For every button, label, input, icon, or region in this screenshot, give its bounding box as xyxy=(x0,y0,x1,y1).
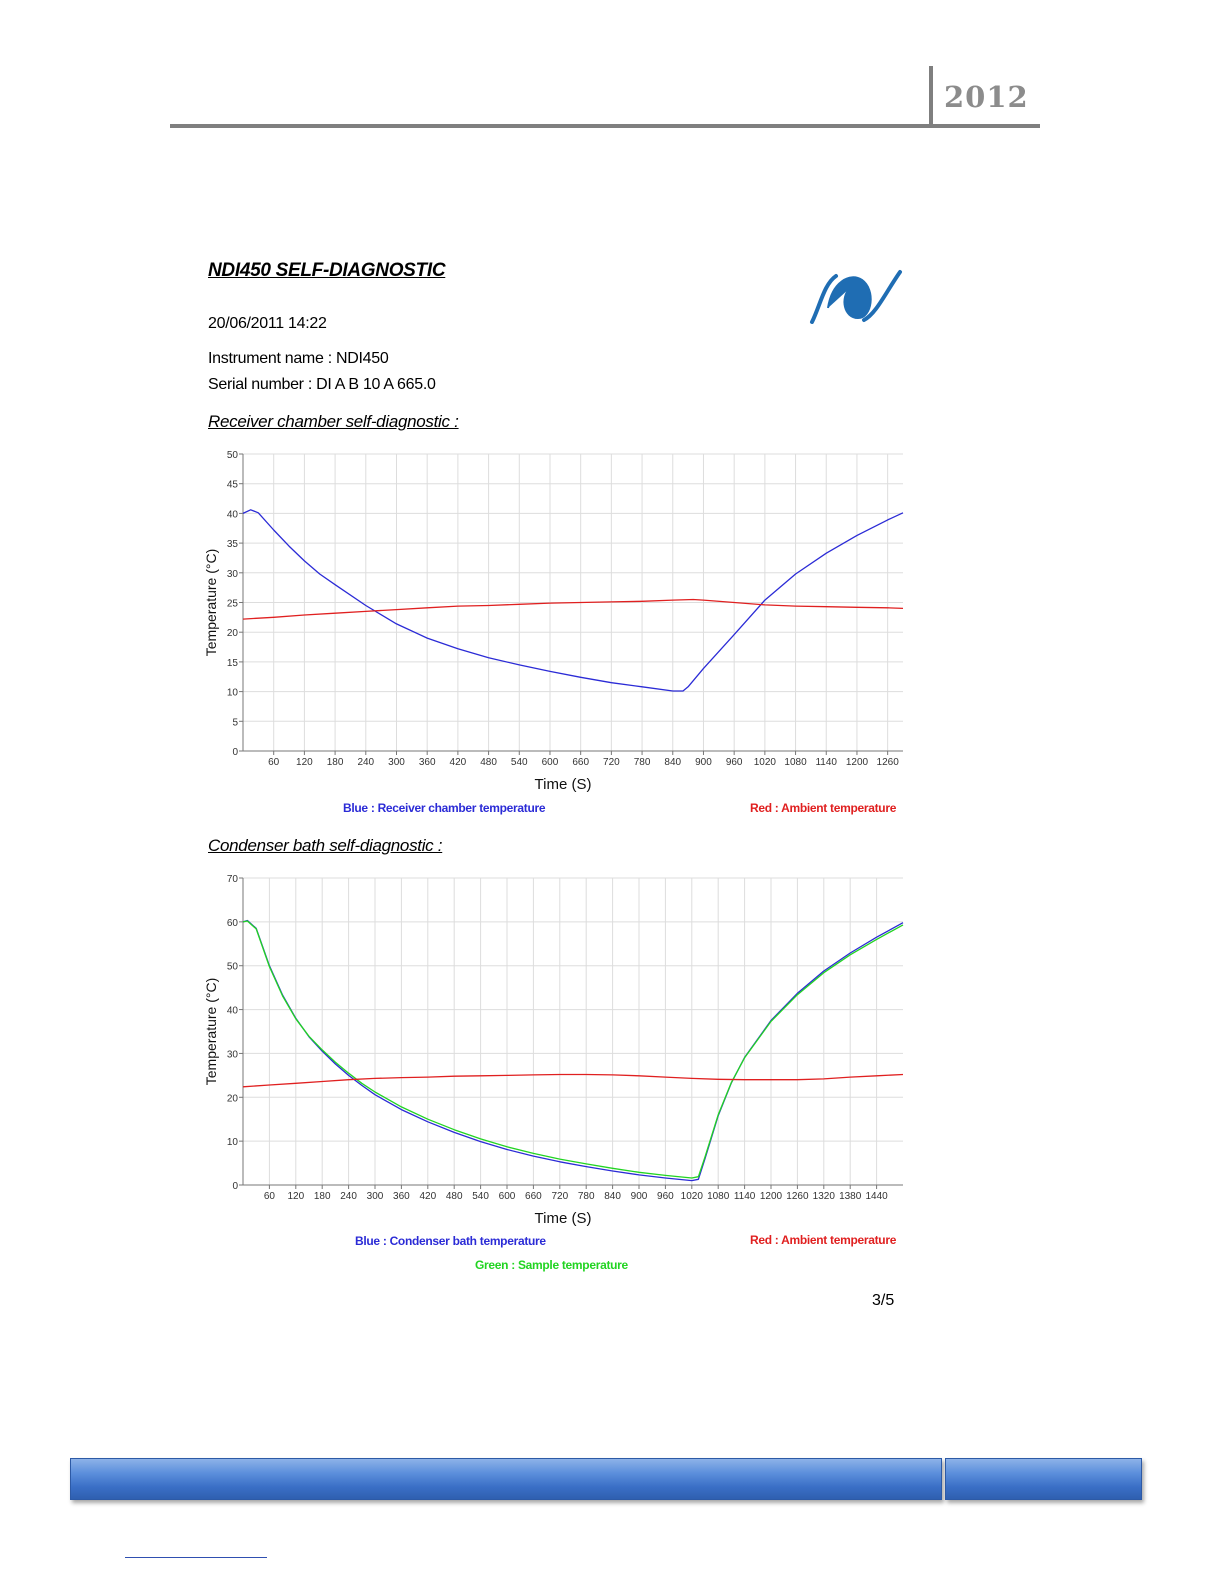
x-tick-label: 300 xyxy=(388,757,405,768)
report-datetime: 20/06/2011 14:22 xyxy=(208,315,327,332)
x-tick-label: 240 xyxy=(340,1191,357,1202)
y-tick-label: 5 xyxy=(232,717,238,729)
condenser-legend-green: Green : Sample temperature xyxy=(475,1258,628,1272)
x-tick-label: 300 xyxy=(366,1191,384,1202)
x-tick-label: 960 xyxy=(657,1191,674,1202)
x-tick-label: 540 xyxy=(472,1191,489,1202)
x-tick-label: 1320 xyxy=(812,1191,835,1202)
x-tick-label: 960 xyxy=(725,757,743,768)
page-number: 3/5 xyxy=(872,1292,895,1309)
y-tick-label: 20 xyxy=(226,1093,238,1105)
footer-bar-side xyxy=(945,1458,1142,1500)
report-title: NDI450 SELF-DIAGNOSTIC xyxy=(208,260,446,281)
y-axis-title: Temperature (°C) xyxy=(203,548,219,657)
x-tick-label: 180 xyxy=(313,1191,331,1202)
x-tick-label: 900 xyxy=(630,1191,648,1202)
x-tick-label: 1200 xyxy=(845,757,869,768)
instrument-name: Instrument name : NDI450 xyxy=(208,350,389,367)
receiver-chamber-chart xyxy=(200,440,920,805)
x-axis-title: Time (S) xyxy=(534,776,592,793)
receiver-legend-red: Red : Ambient temperature xyxy=(750,801,897,815)
x-tick-label: 360 xyxy=(418,757,436,768)
x-tick-label: 1080 xyxy=(784,757,807,768)
y-tick-label: 30 xyxy=(226,568,238,580)
x-tick-label: 600 xyxy=(541,757,559,768)
condenser-legend-red: Red : Ambient temperature xyxy=(750,1233,897,1247)
y-axis-title: Temperature (°C) xyxy=(203,977,219,1086)
y-tick-label: 20 xyxy=(226,628,238,640)
x-tick-label: 1080 xyxy=(707,1191,730,1202)
x-tick-label: 180 xyxy=(326,757,344,768)
x-tick-label: 660 xyxy=(525,1191,542,1202)
x-tick-label: 660 xyxy=(572,757,590,768)
serial-number: Serial number : DI A B 10 A 665.0 xyxy=(208,376,436,393)
footer-line xyxy=(125,1557,267,1558)
x-tick-label: 1020 xyxy=(680,1191,703,1202)
x-tick-label: 1200 xyxy=(759,1191,783,1202)
y-tick-label: 50 xyxy=(226,450,238,461)
x-tick-label: 540 xyxy=(510,757,528,768)
y-tick-label: 45 xyxy=(226,479,238,491)
x-tick-label: 60 xyxy=(268,757,280,768)
condenser-legend-blue: Blue : Condenser bath temperature xyxy=(355,1234,546,1248)
y-tick-label: 30 xyxy=(226,1049,238,1061)
receiver-section-title: Receiver chamber self-diagnostic : xyxy=(208,412,459,431)
y-tick-label: 40 xyxy=(226,509,238,521)
x-tick-label: 780 xyxy=(577,1191,595,1202)
x-tick-label: 240 xyxy=(357,757,375,768)
x-tick-label: 840 xyxy=(604,1191,621,1202)
x-tick-label: 420 xyxy=(449,757,467,768)
y-tick-label: 0 xyxy=(232,1181,238,1192)
y-tick-label: 0 xyxy=(232,747,238,758)
x-tick-label: 720 xyxy=(603,757,620,768)
x-tick-label: 1140 xyxy=(815,757,838,768)
x-tick-label: 1260 xyxy=(786,1191,809,1202)
y-tick-label: 60 xyxy=(226,917,238,929)
x-tick-label: 1380 xyxy=(839,1191,862,1202)
x-tick-label: 60 xyxy=(263,1191,275,1202)
receiver-legend-blue: Blue : Receiver chamber temperature xyxy=(343,801,546,815)
y-tick-label: 10 xyxy=(226,1137,238,1149)
y-tick-label: 40 xyxy=(226,1005,238,1017)
x-tick-label: 1140 xyxy=(733,1191,756,1202)
header-rule xyxy=(170,124,1040,128)
header-year: 2012 xyxy=(944,80,1029,114)
x-tick-label: 780 xyxy=(633,757,651,768)
company-logo xyxy=(806,268,904,324)
x-tick-label: 900 xyxy=(695,757,712,768)
x-tick-label: 1440 xyxy=(865,1191,888,1202)
y-tick-label: 10 xyxy=(226,687,238,699)
y-tick-label: 50 xyxy=(226,961,238,973)
header-divider xyxy=(929,66,933,128)
y-tick-label: 35 xyxy=(226,539,238,551)
x-tick-label: 1260 xyxy=(876,757,899,768)
condenser-bath-chart xyxy=(200,864,920,1234)
y-tick-label: 70 xyxy=(226,874,238,885)
y-tick-label: 25 xyxy=(226,598,238,610)
x-tick-label: 480 xyxy=(445,1191,463,1202)
y-tick-label: 15 xyxy=(226,657,238,669)
x-tick-label: 720 xyxy=(551,1191,569,1202)
x-axis-title: Time (S) xyxy=(534,1210,592,1227)
x-tick-label: 1020 xyxy=(753,757,776,768)
x-tick-label: 120 xyxy=(296,757,313,768)
condenser-section-title: Condenser bath self-diagnostic : xyxy=(208,836,443,855)
x-tick-label: 120 xyxy=(287,1191,305,1202)
x-tick-label: 360 xyxy=(393,1191,410,1202)
footer-bar xyxy=(70,1458,942,1500)
x-tick-label: 420 xyxy=(419,1191,437,1202)
x-tick-label: 600 xyxy=(498,1191,516,1202)
plot-area xyxy=(243,878,903,1185)
x-tick-label: 840 xyxy=(664,757,682,768)
x-tick-label: 480 xyxy=(480,757,497,768)
